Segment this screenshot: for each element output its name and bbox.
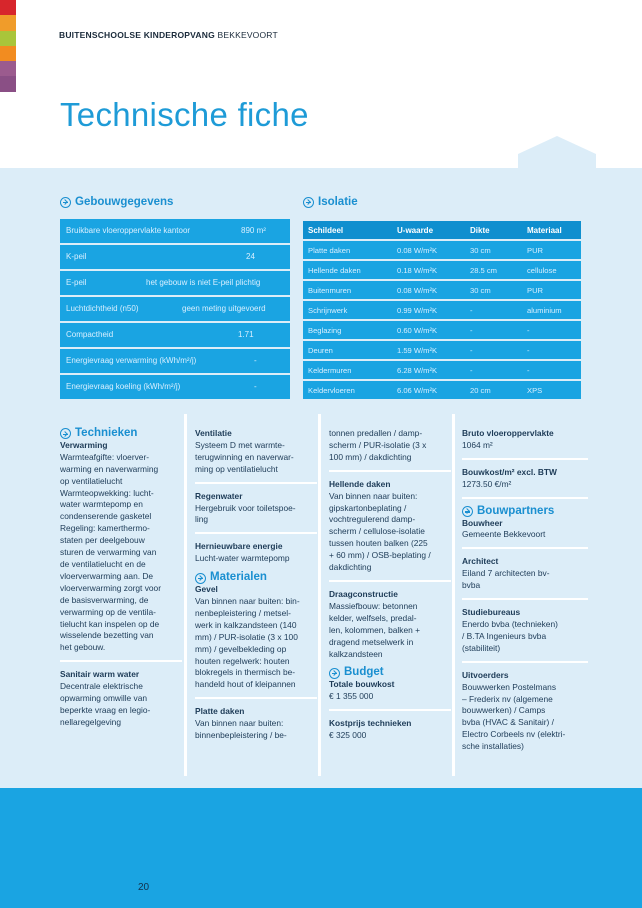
regenwater-title: Regenwater bbox=[195, 490, 243, 501]
materialen-heading: Materialen bbox=[195, 572, 317, 584]
column-bouwpartners bbox=[462, 428, 588, 760]
stripe-purple bbox=[0, 61, 16, 76]
table-row: Hellende daken 0.18 W/m²K 28.5 cm cellulose bbox=[303, 261, 581, 279]
hernieuwbare-text: Lucht-water warmtepomp bbox=[195, 553, 290, 564]
table-row: Keldermuren 6.28 W/m²K - - bbox=[303, 361, 581, 379]
column-divider bbox=[318, 414, 321, 776]
ventilatie-title: Ventilatie bbox=[195, 428, 232, 438]
table-row: Bruikbare vloeroppervlakte kantoor 890 m² bbox=[60, 219, 290, 243]
column-divider bbox=[184, 414, 187, 776]
table-row: Schrijnwerk 0.99 W/m²K - aluminium bbox=[303, 301, 581, 319]
gebouwgegevens-table bbox=[60, 219, 290, 401]
footer-band bbox=[0, 788, 642, 908]
page-number: 20 bbox=[138, 882, 150, 893]
budget-heading: Budget bbox=[329, 667, 451, 679]
platte-daken-text: Van binnen naar buiten: binnenbepleistering / be- bbox=[195, 718, 287, 741]
uitvoerders-title: Uitvoerders bbox=[462, 669, 509, 680]
column-technieken bbox=[60, 428, 182, 736]
table-row: Luchtdichtheid (n50) geen meting uitgevoerd bbox=[60, 297, 290, 321]
draagconstructie-text: Massiefbouw: betonnen kelder, welfsels, predal- len, kolommen, balken + dragend metselwerk in kalkzandsteen bbox=[329, 600, 421, 659]
stripe-amber bbox=[0, 46, 16, 61]
architect-value: Eiland 7 architecten bv- bvba bbox=[462, 568, 550, 591]
arrow-circle-icon bbox=[60, 197, 71, 208]
hernieuwbare-title: Hernieuwbare energie bbox=[195, 541, 283, 552]
draagconstructie-title: Draagconstructie bbox=[329, 588, 398, 599]
table-row: K-peil 24 bbox=[60, 245, 290, 269]
verwarming-text: Warmteafgifte: vloerver- warming en naverwarming op ventilatielucht Warmteopwekking: lucht- water warmtepomp en condenserende gasketel Regeling: kamerthermo- staten per deelgebouw sturen de verwarming van de ventilatielucht en de vloerverwarming aan. De vloerverwarming zorgt voor de basisverwarming, de verwarming op de ventila- tielucht kan inspelen op de wisselende bezetting van het gebouw. bbox=[60, 451, 161, 653]
stripe-violet bbox=[0, 76, 16, 91]
arrow-circle-icon bbox=[195, 573, 206, 584]
table-row: Compactheid 1.71 bbox=[60, 323, 290, 347]
platte-daken-title: Platte daken bbox=[195, 706, 245, 717]
color-stripes bbox=[0, 0, 16, 92]
table-row: Beglazing 0.60 W/m²K - - bbox=[303, 321, 581, 339]
hellende-daken-title: Hellende daken bbox=[329, 478, 391, 489]
column-divider bbox=[452, 414, 455, 776]
bruto-value: 1064 m² bbox=[462, 439, 493, 450]
table-row: E-peil het gebouw is niet E-peil plichtig bbox=[60, 271, 290, 295]
architect-title: Architect bbox=[462, 556, 499, 567]
table-row: Energievraag verwarming (kWh/m²/j) - bbox=[60, 349, 290, 373]
ventilatie-text: Systeem D met warmte- terugwinning en naverwar- ming op ventilatielucht bbox=[195, 439, 294, 474]
studiebureaus-title: Studiebureaus bbox=[462, 607, 521, 618]
bouwkost-m2-title: Bouwkost/m² excl. BTW bbox=[462, 466, 557, 477]
gevel-title: Gevel bbox=[195, 584, 218, 595]
totale-bouwkost-value: € 1 355 000 bbox=[329, 691, 374, 702]
verwarming-title: Verwarming bbox=[60, 439, 108, 450]
table-row: Buitenmuren 0.08 W/m²K 30 cm PUR bbox=[303, 281, 581, 299]
isolatie-table bbox=[303, 221, 581, 401]
sanitair-title: Sanitair warm water bbox=[60, 669, 140, 680]
kostprijs-technieken-title: Kostprijs technieken bbox=[329, 718, 412, 729]
uitvoerders-value: Bouwwerken Postelmans – Frederix nv (algemene bouwwerken) / Camps bvba (HVAC & Sanitair) / Electro Corbeels nv (elektri- sche installaties) bbox=[462, 681, 566, 752]
bouwpartners-heading: Bouwpartners bbox=[462, 506, 588, 518]
table-row: Deuren 1.59 W/m²K - - bbox=[303, 341, 581, 359]
technieken-heading: Technieken bbox=[60, 428, 182, 440]
column-ventilatie-materialen bbox=[195, 428, 317, 749]
studiebureaus-value: Enerdo bvba (technieken) / B.TA Ingenieurs bvba (stabiliteit) bbox=[462, 618, 558, 653]
gebouwgegevens-heading: Gebouwgegevens bbox=[60, 196, 173, 208]
arrow-circle-icon bbox=[60, 428, 71, 439]
column-materialen-budget bbox=[329, 428, 451, 749]
page-title: Technische fiche bbox=[60, 96, 309, 133]
platte-daken-text-cont: tonnen predallen / damp- scherm / PUR-isolatie (3 x 100 mm) / dakdichting bbox=[329, 428, 427, 462]
regenwater-text: Hergebruik voor toiletspoe- ling bbox=[195, 502, 296, 525]
stripe-orange bbox=[0, 15, 16, 30]
arrow-circle-icon bbox=[303, 197, 314, 208]
arrow-circle-icon bbox=[329, 668, 340, 679]
stripe-green bbox=[0, 31, 16, 46]
isolatie-heading: Isolatie bbox=[303, 196, 358, 208]
bouwheer-value: Gemeente Bekkevoort bbox=[462, 529, 546, 540]
house-shape-icon bbox=[518, 136, 596, 170]
table-row: Energievraag koeling (kWh/m²/j) - bbox=[60, 375, 290, 399]
table-row: Keldervloeren 6.06 W/m²K 20 cm XPS bbox=[303, 381, 581, 399]
table-header-row: Schildeel U-waarde Dikte Materiaal bbox=[303, 221, 581, 239]
arrow-circle-icon bbox=[462, 506, 473, 517]
totale-bouwkost-title: Totale bouwkost bbox=[329, 679, 395, 690]
gevel-text: Van binnen naar buiten: bin- nenbepleistering / metsel- werk in kalkzandsteen (140 mm) / PUR-isolatie (3 x 100 mm) / gevelbekleding op houten regelwerk: houten blokregels in thermisch be- handeld hout of kleipannen bbox=[195, 595, 300, 690]
kostprijs-technieken-value: € 325 000 bbox=[329, 730, 367, 741]
bruto-title: Bruto vloeroppervlakte bbox=[462, 428, 554, 438]
stripe-red bbox=[0, 0, 16, 15]
bouwheer-title: Bouwheer bbox=[462, 517, 503, 528]
sanitair-text: Decentrale elektrische opwarming omwille van beperkte vraag en legio- nellaregelgeving bbox=[60, 681, 151, 727]
running-header: BUITENSCHOOLSE KINDEROPVANG BEKKEVOORT bbox=[59, 30, 278, 40]
bouwkost-m2-value: 1273.50 €/m² bbox=[462, 478, 512, 489]
hellende-daken-text: Van binnen naar buiten: gipskartonbeplating / vochtregulerend damp- scherm / cellulose-isolatie tussen houten balken (225 + 60 mm) / OSB-beplating / dakdichting bbox=[329, 490, 431, 573]
table-row: Platte daken 0.08 W/m²K 30 cm PUR bbox=[303, 241, 581, 259]
